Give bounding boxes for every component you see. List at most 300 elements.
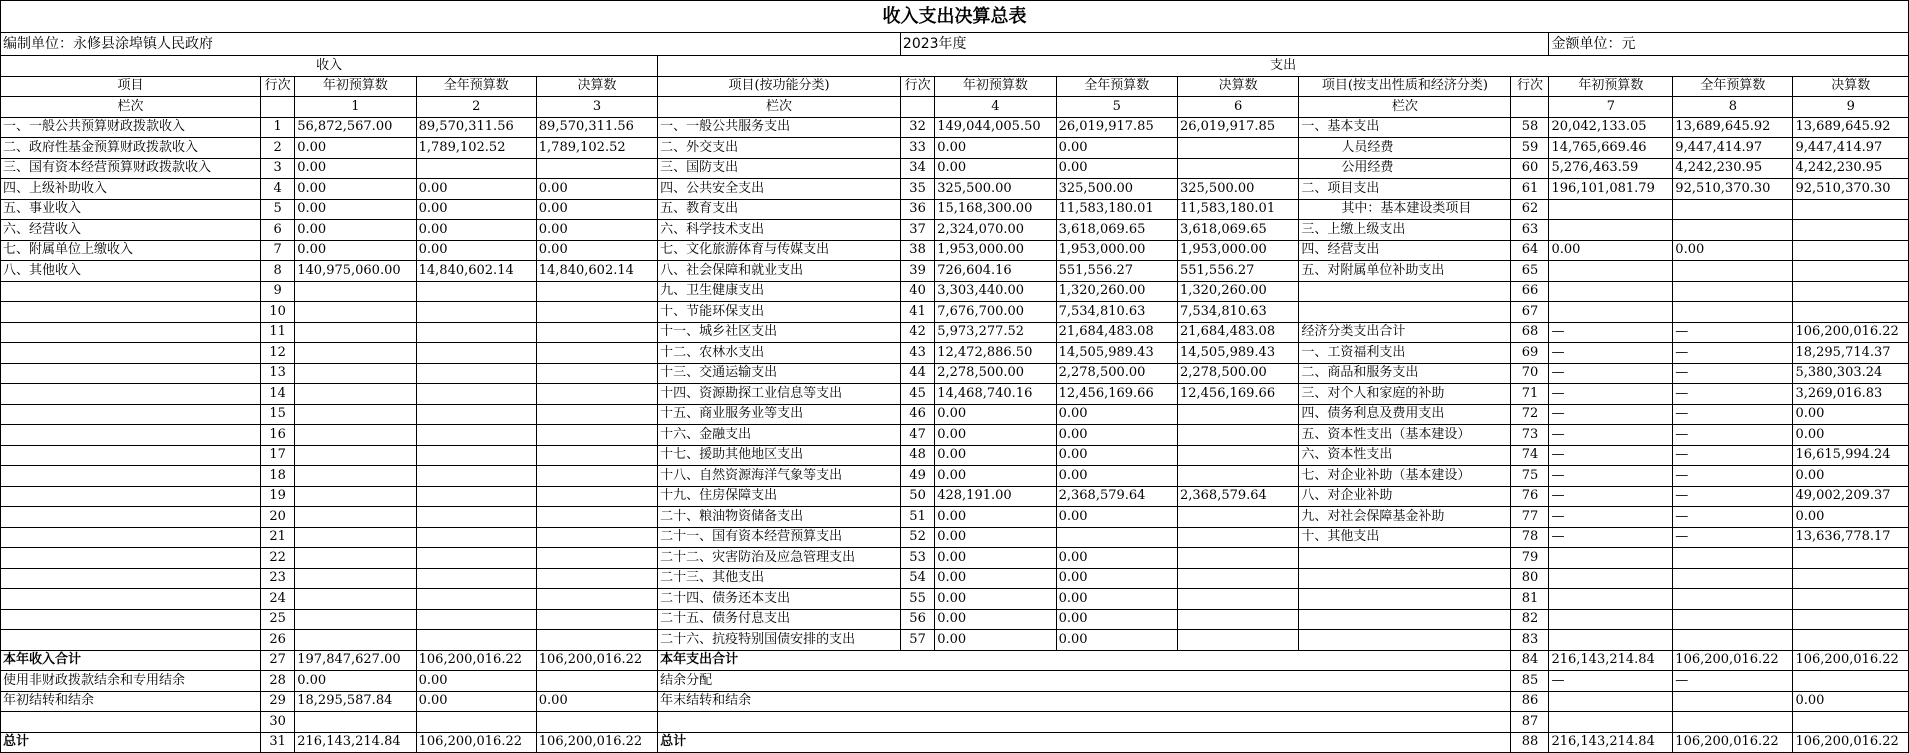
income-row-no: 4 bbox=[260, 179, 294, 200]
income-final bbox=[536, 630, 657, 651]
func-final bbox=[1177, 568, 1298, 589]
func-item-name: 二、外交支出 bbox=[658, 138, 901, 159]
func-item-name: 二十六、抗疫特别国债安排的支出 bbox=[658, 630, 901, 651]
expense-total-row-no: 85 bbox=[1511, 671, 1549, 692]
func-item-name: 十七、援助其他地区支出 bbox=[658, 445, 901, 466]
income-item-name bbox=[1, 322, 261, 343]
total-row bbox=[1, 712, 1909, 733]
col-num-9: 9 bbox=[1793, 97, 1909, 118]
func-budget-initial: 726,604.16 bbox=[935, 261, 1056, 282]
income-budget-initial: 0.00 bbox=[295, 240, 416, 261]
func-item-name: 一、一般公共服务支出 bbox=[658, 117, 901, 138]
econ-budget-initial bbox=[1549, 568, 1673, 589]
income-budget-full: 0.00 bbox=[416, 220, 536, 241]
econ-budget-full: — bbox=[1673, 404, 1793, 425]
income-budget-initial bbox=[295, 425, 416, 446]
income-item-name bbox=[1, 425, 261, 446]
income-budget-initial bbox=[295, 384, 416, 405]
func-row-no: 52 bbox=[900, 527, 934, 548]
econ-budget-full bbox=[1673, 568, 1793, 589]
income-total-budget-full: 106,200,016.22 bbox=[416, 732, 536, 753]
econ-item-name: 四、债务利息及费用支出 bbox=[1299, 404, 1511, 425]
econ-item-name: 八、对企业补助 bbox=[1299, 486, 1511, 507]
income-budget-initial bbox=[295, 568, 416, 589]
income-budget-full bbox=[416, 589, 536, 610]
column-header-row bbox=[1, 76, 1909, 97]
income-final-header: 决算数 bbox=[536, 76, 657, 97]
table-row bbox=[1, 179, 1909, 200]
col-num-3: 3 bbox=[536, 97, 657, 118]
expense-total-name: 本年支出合计 bbox=[658, 650, 1511, 671]
income-budget-full: 89,570,311.56 bbox=[416, 117, 536, 138]
func-final bbox=[1177, 527, 1298, 548]
income-budget-initial: 0.00 bbox=[295, 158, 416, 179]
func-budget-full-header: 全年预算数 bbox=[1056, 76, 1177, 97]
func-budget-initial: 0.00 bbox=[935, 589, 1056, 610]
func-row-no: 54 bbox=[900, 568, 934, 589]
func-row-no: 45 bbox=[900, 384, 934, 405]
income-item-name bbox=[1, 507, 261, 528]
func-budget-full: 1,953,000.00 bbox=[1056, 240, 1177, 261]
total-row bbox=[1, 650, 1909, 671]
income-row-no: 13 bbox=[260, 363, 294, 384]
func-budget-initial: 0.00 bbox=[935, 568, 1056, 589]
econ-final bbox=[1793, 261, 1909, 282]
income-budget-initial-header: 年初预算数 bbox=[295, 76, 416, 97]
income-total-budget-initial: 0.00 bbox=[295, 671, 416, 692]
income-budget-full bbox=[416, 302, 536, 323]
income-row-no: 6 bbox=[260, 220, 294, 241]
income-row-no: 20 bbox=[260, 507, 294, 528]
func-row-no: 47 bbox=[900, 425, 934, 446]
func-budget-initial: 7,676,700.00 bbox=[935, 302, 1056, 323]
func-budget-initial: 0.00 bbox=[935, 138, 1056, 159]
income-total-final: 106,200,016.22 bbox=[536, 732, 657, 753]
func-budget-full: 0.00 bbox=[1056, 568, 1177, 589]
income-row-no: 10 bbox=[260, 302, 294, 323]
income-section-label: 收入 bbox=[1, 56, 658, 77]
income-budget-initial bbox=[295, 322, 416, 343]
econ-budget-initial: — bbox=[1549, 384, 1673, 405]
func-row-no: 38 bbox=[900, 240, 934, 261]
expense-total-final bbox=[1793, 671, 1909, 692]
econ-budget-initial: 196,101,081.79 bbox=[1549, 179, 1673, 200]
income-total-name bbox=[1, 712, 261, 733]
income-budget-initial bbox=[295, 486, 416, 507]
econ-row-no: 67 bbox=[1511, 302, 1549, 323]
econ-row-no: 61 bbox=[1511, 179, 1549, 200]
income-total-name: 使用非财政拨款结余和专用结余 bbox=[1, 671, 261, 692]
income-final bbox=[536, 425, 657, 446]
func-budget-full: 14,505,989.43 bbox=[1056, 343, 1177, 364]
table-row bbox=[1, 158, 1909, 179]
func-final bbox=[1177, 445, 1298, 466]
table-row bbox=[1, 507, 1909, 528]
econ-item-name: 一、基本支出 bbox=[1299, 117, 1511, 138]
income-item-name: 一、一般公共预算财政拨款收入 bbox=[1, 117, 261, 138]
income-row-no: 1 bbox=[260, 117, 294, 138]
income-budget-initial: 0.00 bbox=[295, 138, 416, 159]
table-row bbox=[1, 138, 1909, 159]
func-budget-full: 0.00 bbox=[1056, 589, 1177, 610]
func-budget-full: 0.00 bbox=[1056, 158, 1177, 179]
econ-row-no: 63 bbox=[1511, 220, 1549, 241]
func-budget-full: 0.00 bbox=[1056, 548, 1177, 569]
econ-budget-full: 92,510,370.30 bbox=[1673, 179, 1793, 200]
income-final bbox=[536, 404, 657, 425]
income-row-no: 23 bbox=[260, 568, 294, 589]
income-final: 0.00 bbox=[536, 240, 657, 261]
econ-row-no: 74 bbox=[1511, 445, 1549, 466]
econ-item-name: 三、对个人和家庭的补助 bbox=[1299, 384, 1511, 405]
income-final: 89,570,311.56 bbox=[536, 117, 657, 138]
econ-item-name: 二、商品和服务支出 bbox=[1299, 363, 1511, 384]
econ-budget-initial: — bbox=[1549, 445, 1673, 466]
expense-total-row-no: 87 bbox=[1511, 712, 1549, 733]
func-final: 2,278,500.00 bbox=[1177, 363, 1298, 384]
income-total-final: 0.00 bbox=[536, 691, 657, 712]
income-budget-full bbox=[416, 548, 536, 569]
income-budget-full bbox=[416, 343, 536, 364]
total-row bbox=[1, 691, 1909, 712]
income-budget-full bbox=[416, 158, 536, 179]
econ-item-name: 经济分类支出合计 bbox=[1299, 322, 1511, 343]
income-row-no: 14 bbox=[260, 384, 294, 405]
func-final: 325,500.00 bbox=[1177, 179, 1298, 200]
econ-budget-full: 9,447,414.97 bbox=[1673, 138, 1793, 159]
econ-final bbox=[1793, 568, 1909, 589]
func-item-name: 八、社会保障和就业支出 bbox=[658, 261, 901, 282]
table-row bbox=[1, 425, 1909, 446]
econ-row-no: 64 bbox=[1511, 240, 1549, 261]
expense-total-final: 106,200,016.22 bbox=[1793, 732, 1909, 753]
table-row bbox=[1, 117, 1909, 138]
income-total-row-no: 30 bbox=[260, 712, 294, 733]
econ-item-name: 二、项目支出 bbox=[1299, 179, 1511, 200]
econ-final: 5,380,303.24 bbox=[1793, 363, 1909, 384]
econ-budget-initial: — bbox=[1549, 466, 1673, 487]
income-final: 14,840,602.14 bbox=[536, 261, 657, 282]
income-row-no: 18 bbox=[260, 466, 294, 487]
func-row-no: 35 bbox=[900, 179, 934, 200]
expense-total-name: 年末结转和结余 bbox=[658, 691, 1511, 712]
income-row-no: 2 bbox=[260, 138, 294, 159]
func-final: 1,953,000.00 bbox=[1177, 240, 1298, 261]
func-item-name: 二十一、国有资本经营预算支出 bbox=[658, 527, 901, 548]
income-total-budget-initial: 18,295,587.84 bbox=[295, 691, 416, 712]
income-row-no: 7 bbox=[260, 240, 294, 261]
func-budget-full: 0.00 bbox=[1056, 138, 1177, 159]
income-budget-full bbox=[416, 322, 536, 343]
income-final bbox=[536, 486, 657, 507]
econ-row-no: 72 bbox=[1511, 404, 1549, 425]
income-final bbox=[536, 609, 657, 630]
econ-final bbox=[1793, 302, 1909, 323]
econ-budget-initial bbox=[1549, 548, 1673, 569]
expense-total-budget-initial: — bbox=[1549, 671, 1673, 692]
expense-total-name bbox=[658, 712, 1511, 733]
expense-total-budget-initial bbox=[1549, 691, 1673, 712]
func-budget-full: 0.00 bbox=[1056, 609, 1177, 630]
econ-final: 16,615,994.24 bbox=[1793, 445, 1909, 466]
econ-budget-initial bbox=[1549, 281, 1673, 302]
col-num-1: 1 bbox=[295, 97, 416, 118]
econ-final bbox=[1793, 609, 1909, 630]
econ-budget-full bbox=[1673, 589, 1793, 610]
func-budget-initial: 325,500.00 bbox=[935, 179, 1056, 200]
func-budget-initial: 0.00 bbox=[935, 404, 1056, 425]
income-item-name: 七、附属单位上缴收入 bbox=[1, 240, 261, 261]
func-item-name: 十六、金融支出 bbox=[658, 425, 901, 446]
func-final: 21,684,483.08 bbox=[1177, 322, 1298, 343]
income-budget-full bbox=[416, 466, 536, 487]
expense-total-name: 结余分配 bbox=[658, 671, 1511, 692]
econ-budget-initial: 5,276,463.59 bbox=[1549, 158, 1673, 179]
func-item-name: 二十二、灾害防治及应急管理支出 bbox=[658, 548, 901, 569]
expense-total-final: 0.00 bbox=[1793, 691, 1909, 712]
econ-budget-initial bbox=[1549, 199, 1673, 220]
table-row bbox=[1, 609, 1909, 630]
table-row bbox=[1, 445, 1909, 466]
income-item-name bbox=[1, 527, 261, 548]
expense-total-budget-full bbox=[1673, 712, 1793, 733]
econ-row-no: 62 bbox=[1511, 199, 1549, 220]
table-row bbox=[1, 363, 1909, 384]
econ-budget-full: 4,242,230.95 bbox=[1673, 158, 1793, 179]
func-budget-initial: 5,973,277.52 bbox=[935, 322, 1056, 343]
func-budget-initial: 428,191.00 bbox=[935, 486, 1056, 507]
income-budget-initial bbox=[295, 630, 416, 651]
income-budget-full bbox=[416, 630, 536, 651]
econ-budget-full: — bbox=[1673, 445, 1793, 466]
func-final bbox=[1177, 548, 1298, 569]
econ-row-no: 59 bbox=[1511, 138, 1549, 159]
func-budget-full: 7,534,810.63 bbox=[1056, 302, 1177, 323]
econ-final: 13,689,645.92 bbox=[1793, 117, 1909, 138]
econ-budget-full bbox=[1673, 199, 1793, 220]
func-final bbox=[1177, 158, 1298, 179]
func-item-name: 十二、农林水支出 bbox=[658, 343, 901, 364]
func-budget-initial: 1,953,000.00 bbox=[935, 240, 1056, 261]
econ-item-name: 四、经营支出 bbox=[1299, 240, 1511, 261]
econ-final bbox=[1793, 548, 1909, 569]
func-item-name: 十三、交通运输支出 bbox=[658, 363, 901, 384]
expense-total-final: 106,200,016.22 bbox=[1793, 650, 1909, 671]
income-item-name bbox=[1, 589, 261, 610]
func-budget-full: 0.00 bbox=[1056, 507, 1177, 528]
income-final bbox=[536, 589, 657, 610]
income-item-name: 四、上级补助收入 bbox=[1, 179, 261, 200]
expense-total-row-no: 86 bbox=[1511, 691, 1549, 712]
func-item-name: 十四、资源勘探工业信息等支出 bbox=[658, 384, 901, 405]
func-budget-initial: 0.00 bbox=[935, 548, 1056, 569]
econ-budget-initial: — bbox=[1549, 425, 1673, 446]
table-row bbox=[1, 322, 1909, 343]
table-row bbox=[1, 343, 1909, 364]
func-item-name: 六、科学技术支出 bbox=[658, 220, 901, 241]
income-item-name: 六、经营收入 bbox=[1, 220, 261, 241]
func-item-name: 十八、自然资源海洋气象等支出 bbox=[658, 466, 901, 487]
income-item-name: 二、政府性基金预算财政拨款收入 bbox=[1, 138, 261, 159]
func-final bbox=[1177, 138, 1298, 159]
func-row-no: 46 bbox=[900, 404, 934, 425]
func-row-no: 56 bbox=[900, 609, 934, 630]
income-final bbox=[536, 507, 657, 528]
func-budget-full: 26,019,917.85 bbox=[1056, 117, 1177, 138]
income-budget-initial bbox=[295, 302, 416, 323]
lanci-row bbox=[1, 97, 1909, 118]
econ-item-name: 其中：基本建设类项目 bbox=[1299, 199, 1511, 220]
econ-budget-full: — bbox=[1673, 425, 1793, 446]
econ-final: 13,636,778.17 bbox=[1793, 527, 1909, 548]
expense-total-budget-full: — bbox=[1673, 671, 1793, 692]
income-budget-full bbox=[416, 486, 536, 507]
func-row-no: 33 bbox=[900, 138, 934, 159]
income-total-final: 106,200,016.22 bbox=[536, 650, 657, 671]
currency-label: 金额单位：元 bbox=[1549, 33, 1909, 56]
func-budget-full: 21,684,483.08 bbox=[1056, 322, 1177, 343]
table-row bbox=[1, 281, 1909, 302]
econ-budget-full bbox=[1673, 220, 1793, 241]
econ-budget-initial-header: 年初预算数 bbox=[1549, 76, 1673, 97]
econ-final bbox=[1793, 281, 1909, 302]
income-final bbox=[536, 527, 657, 548]
income-final bbox=[536, 363, 657, 384]
section-row bbox=[1, 56, 1909, 77]
econ-final: 106,200,016.22 bbox=[1793, 322, 1909, 343]
income-budget-initial: 0.00 bbox=[295, 199, 416, 220]
econ-budget-full bbox=[1673, 261, 1793, 282]
income-row-no: 16 bbox=[260, 425, 294, 446]
income-total-final bbox=[536, 671, 657, 692]
econ-row-no: 71 bbox=[1511, 384, 1549, 405]
econ-row-no: 77 bbox=[1511, 507, 1549, 528]
expense-section-label: 支出 bbox=[658, 56, 1909, 77]
func-item-name: 十一、城乡社区支出 bbox=[658, 322, 901, 343]
econ-budget-full: — bbox=[1673, 527, 1793, 548]
income-item-name: 三、国有资本经营预算财政拨款收入 bbox=[1, 158, 261, 179]
title-row bbox=[1, 1, 1909, 33]
income-budget-full bbox=[416, 363, 536, 384]
income-row-no: 17 bbox=[260, 445, 294, 466]
func-budget-initial: 0.00 bbox=[935, 609, 1056, 630]
func-item-name: 七、文化旅游体育与传媒支出 bbox=[658, 240, 901, 261]
income-final bbox=[536, 302, 657, 323]
income-item-name bbox=[1, 445, 261, 466]
econ-budget-initial: — bbox=[1549, 363, 1673, 384]
income-budget-full bbox=[416, 445, 536, 466]
income-budget-full bbox=[416, 609, 536, 630]
income-row-no: 9 bbox=[260, 281, 294, 302]
econ-final: 3,269,016.83 bbox=[1793, 384, 1909, 405]
expense-total-budget-full: 106,200,016.22 bbox=[1673, 732, 1793, 753]
econ-budget-full: 13,689,645.92 bbox=[1673, 117, 1793, 138]
func-final: 11,583,180.01 bbox=[1177, 199, 1298, 220]
expense-total-budget-full: 106,200,016.22 bbox=[1673, 650, 1793, 671]
econ-budget-initial: — bbox=[1549, 527, 1673, 548]
income-budget-initial bbox=[295, 527, 416, 548]
econ-row-no: 65 bbox=[1511, 261, 1549, 282]
func-final bbox=[1177, 425, 1298, 446]
func-budget-initial: 149,044,005.50 bbox=[935, 117, 1056, 138]
income-budget-initial: 0.00 bbox=[295, 179, 416, 200]
econ-row-no: 73 bbox=[1511, 425, 1549, 446]
income-row-no: 12 bbox=[260, 343, 294, 364]
func-final: 3,618,069.65 bbox=[1177, 220, 1298, 241]
econ-budget-initial: — bbox=[1549, 486, 1673, 507]
income-item-name bbox=[1, 384, 261, 405]
func-budget-full: 2,368,579.64 bbox=[1056, 486, 1177, 507]
col-num-7: 7 bbox=[1549, 97, 1673, 118]
func-budget-full: 2,278,500.00 bbox=[1056, 363, 1177, 384]
income-total-final bbox=[536, 712, 657, 733]
income-final bbox=[536, 158, 657, 179]
func-budget-initial: 12,472,886.50 bbox=[935, 343, 1056, 364]
econ-row-no: 80 bbox=[1511, 568, 1549, 589]
econ-item-name bbox=[1299, 302, 1511, 323]
table-row bbox=[1, 630, 1909, 651]
econ-budget-full bbox=[1673, 630, 1793, 651]
func-row-no: 57 bbox=[900, 630, 934, 651]
expense-total-row-no: 88 bbox=[1511, 732, 1549, 753]
econ-final bbox=[1793, 220, 1909, 241]
func-budget-initial: 0.00 bbox=[935, 445, 1056, 466]
func-item-name: 四、公共安全支出 bbox=[658, 179, 901, 200]
func-final: 26,019,917.85 bbox=[1177, 117, 1298, 138]
func-item-name: 五、教育支出 bbox=[658, 199, 901, 220]
income-row-no: 8 bbox=[260, 261, 294, 282]
econ-row-no: 78 bbox=[1511, 527, 1549, 548]
income-total-budget-full: 0.00 bbox=[416, 671, 536, 692]
func-row-no: 50 bbox=[900, 486, 934, 507]
econ-item-name bbox=[1299, 281, 1511, 302]
table-row bbox=[1, 486, 1909, 507]
func-row-no: 42 bbox=[900, 322, 934, 343]
econ-budget-initial bbox=[1549, 261, 1673, 282]
econ-item-name bbox=[1299, 589, 1511, 610]
income-row-no: 21 bbox=[260, 527, 294, 548]
func-final bbox=[1177, 630, 1298, 651]
income-budget-initial bbox=[295, 548, 416, 569]
func-final bbox=[1177, 466, 1298, 487]
income-row-no: 3 bbox=[260, 158, 294, 179]
econ-item-name bbox=[1299, 630, 1511, 651]
func-budget-full: 0.00 bbox=[1056, 425, 1177, 446]
econ-budget-full: 0.00 bbox=[1673, 240, 1793, 261]
income-budget-full bbox=[416, 281, 536, 302]
func-budget-initial: 2,278,500.00 bbox=[935, 363, 1056, 384]
func-item-header: 项目(按功能分类) bbox=[658, 76, 901, 97]
func-row-no: 48 bbox=[900, 445, 934, 466]
econ-row-no: 75 bbox=[1511, 466, 1549, 487]
econ-budget-initial bbox=[1549, 589, 1673, 610]
income-budget-initial: 0.00 bbox=[295, 220, 416, 241]
econ-item-name: 六、资本性支出 bbox=[1299, 445, 1511, 466]
table-row bbox=[1, 404, 1909, 425]
income-total-name: 总计 bbox=[1, 732, 261, 753]
econ-final: 9,447,414.97 bbox=[1793, 138, 1909, 159]
func-row-no: 49 bbox=[900, 466, 934, 487]
unit-label: 编制单位：永修县涂埠镇人民政府 bbox=[1, 33, 901, 56]
econ-item-name: 九、对社会保障基金补助 bbox=[1299, 507, 1511, 528]
table-row bbox=[1, 220, 1909, 241]
total-row bbox=[1, 671, 1909, 692]
income-item-name bbox=[1, 466, 261, 487]
econ-row-no: 60 bbox=[1511, 158, 1549, 179]
income-row-no: 24 bbox=[260, 589, 294, 610]
expense-total-budget-initial: 216,143,214.84 bbox=[1549, 732, 1673, 753]
income-budget-full bbox=[416, 404, 536, 425]
